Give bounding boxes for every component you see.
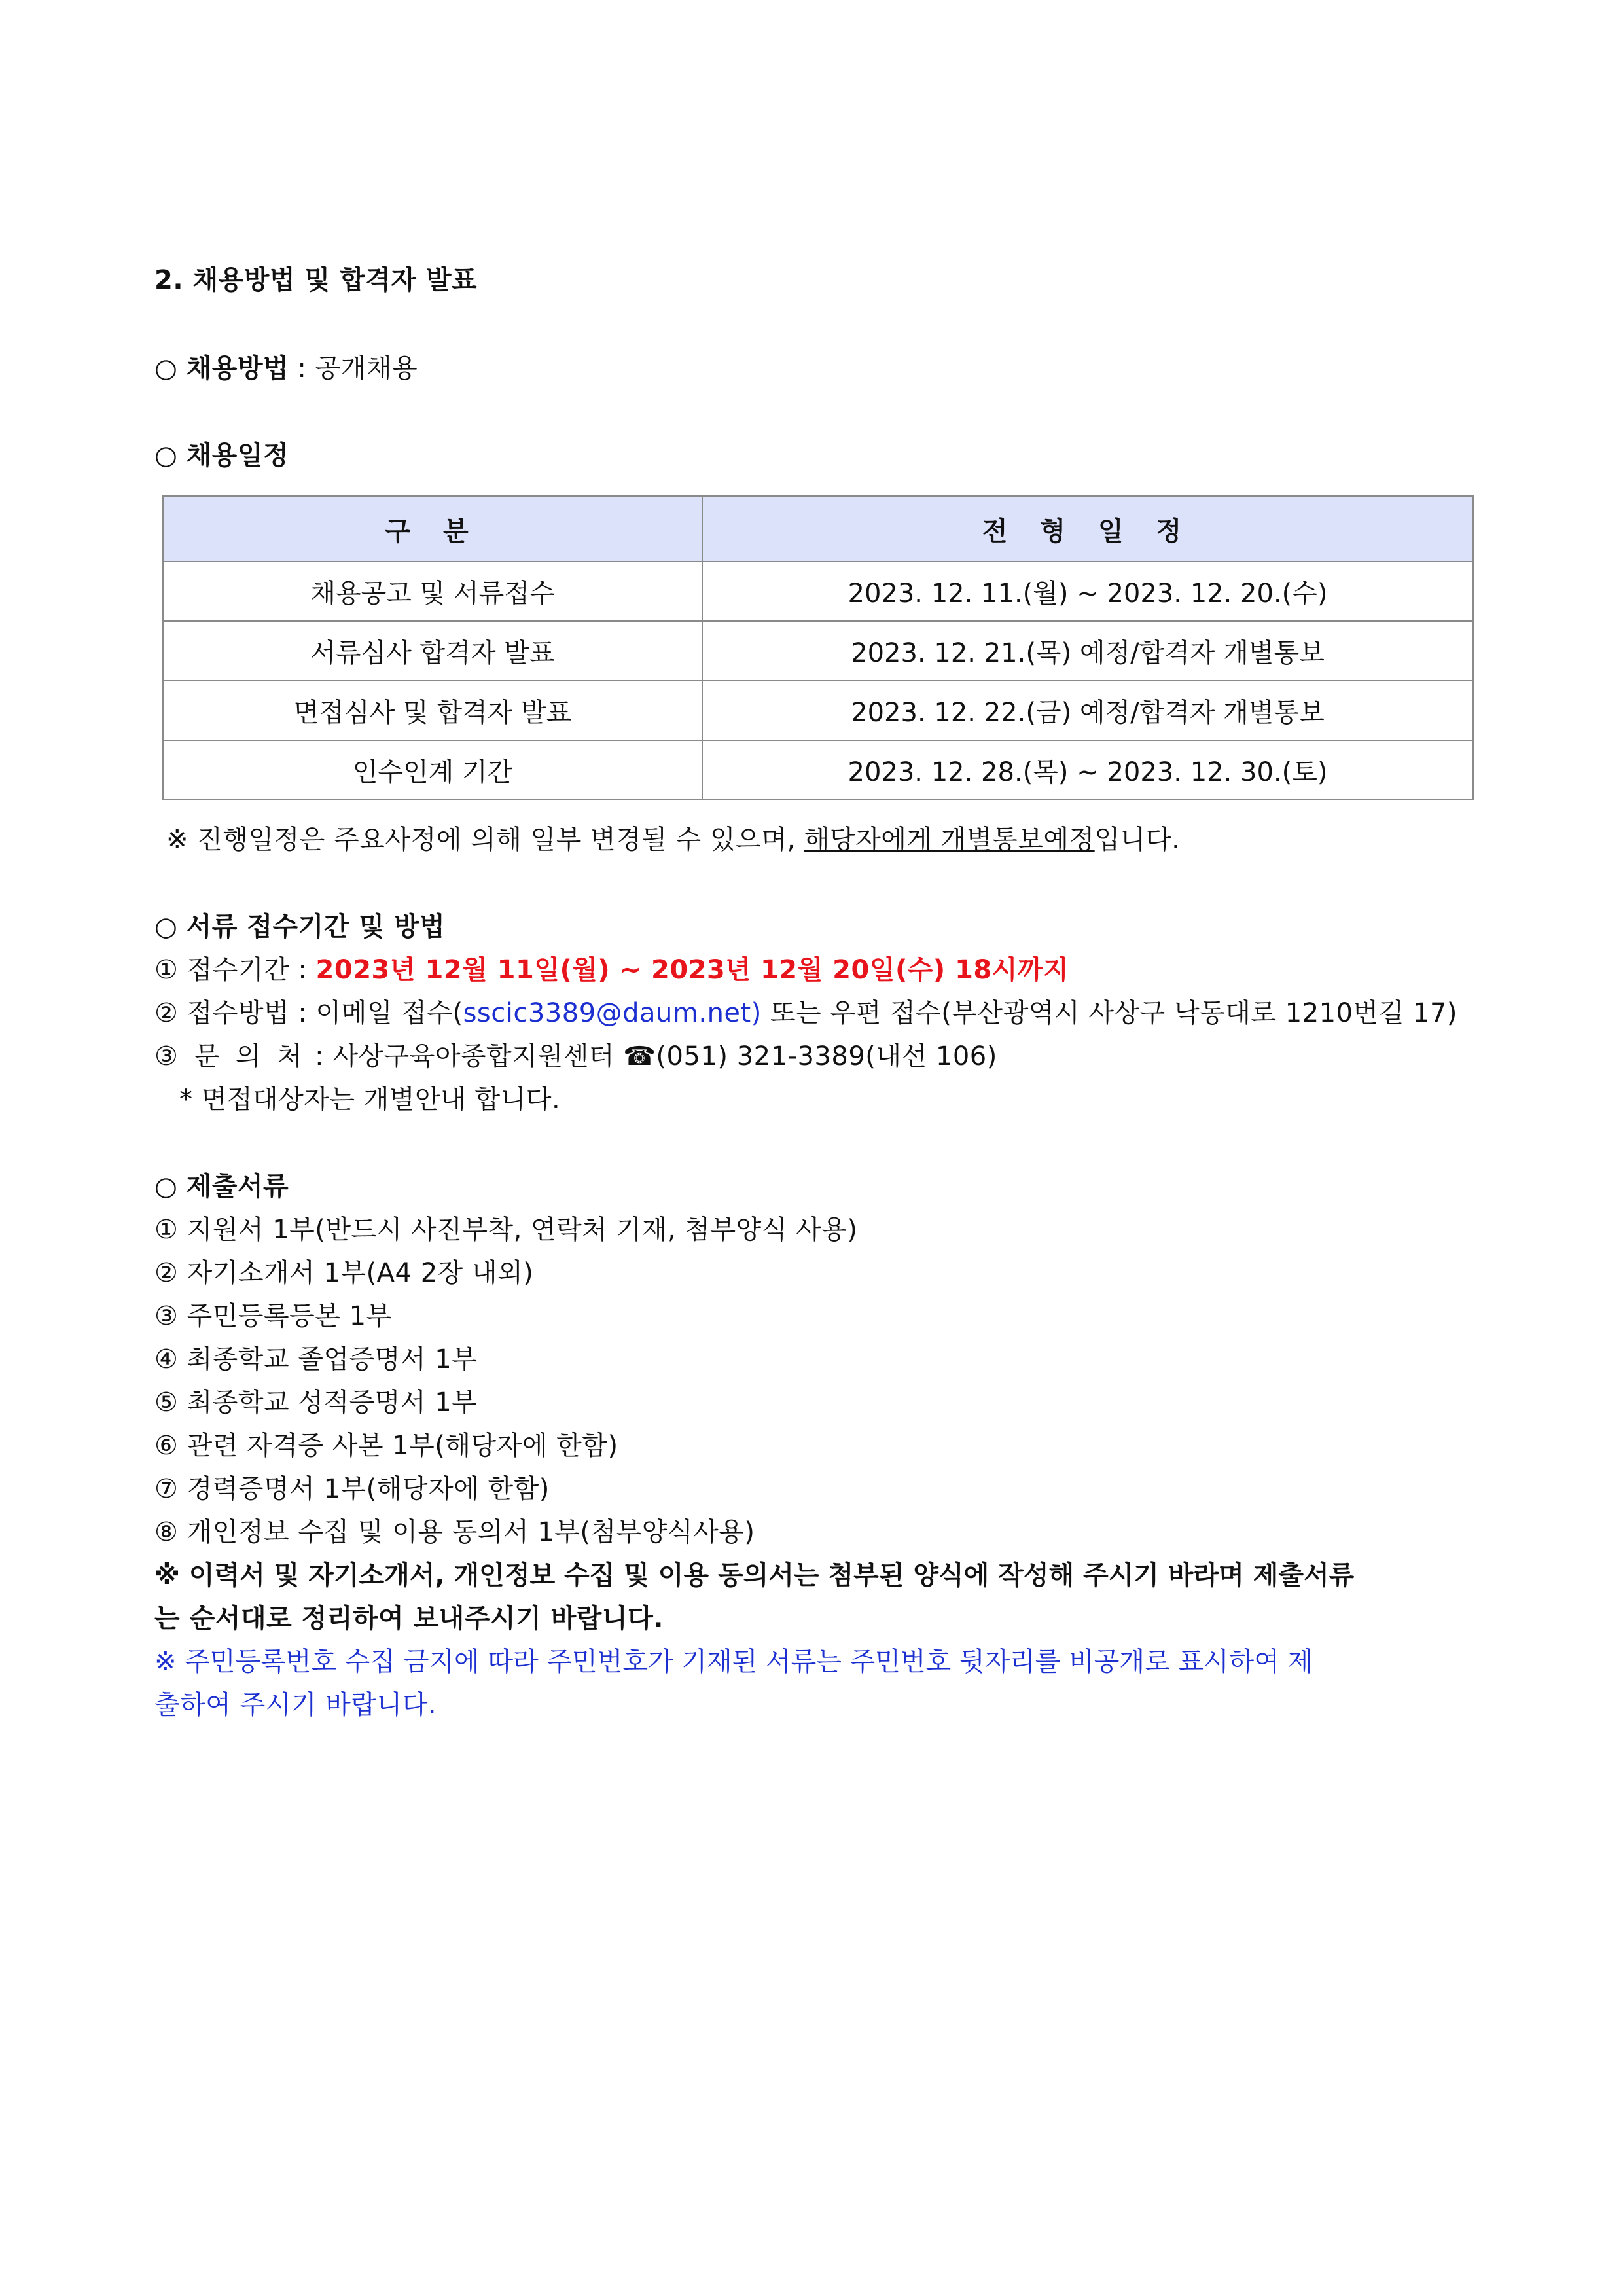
reception-method-line [154,994,1457,1033]
reception-period-prefix: ① 접수기간 : [154,955,316,985]
schedule-heading [154,436,289,475]
schedule-header-row [163,496,1473,562]
schedule-cell-date: 2023. 12. 21.(목) 예정/합격자 개별통보 [702,621,1473,681]
schedule-cell-date: 2023. 12. 11.(월) ~ 2023. 12. 20.(수) [702,562,1473,621]
schedule-note-underlined: 해당자에게 개별통보예정 [804,825,1095,855]
schedule-cell-category: 면접심사 및 합격자 발표 [163,681,702,740]
schedule-cell-category: 인수인계 기간 [163,740,702,800]
documents-heading [154,1167,289,1206]
method-value: 공개채용 [315,353,418,384]
reception-bullet: ○ [154,912,178,942]
list-item: ⑤ 최종학교 성적증명서 1부 [154,1388,478,1418]
reception-email-link[interactable]: sscic3389@daum.net) [463,998,762,1028]
reception-method-prefix: ② 접수방법 : 이메일 접수( [154,998,463,1028]
reception-contact-value: : 사상구육아종합지원센터 ☎(051) 321-3389(내선 106) [315,1041,997,1071]
list-item: ⑧ 개인정보 수집 및 이용 동의서 1부(첨부양식사용) [154,1517,755,1547]
table-row [163,740,1473,800]
table-row [163,621,1473,681]
list-item: ⑦ 경력증명서 1부(해당자에 한함) [154,1474,550,1504]
schedule-note-suffix: 입니다. [1094,825,1181,855]
documents-note-blue-2: 출하여 주시기 바랍니다. [154,1690,437,1720]
schedule-header-date: 전 형 일 정 [702,496,1473,562]
schedule-label: 채용일정 [186,440,289,471]
method-label: 채용방법 [186,353,289,384]
schedule-bullet: ○ [154,440,178,471]
schedule-note [166,820,1180,859]
reception-period-line [154,950,1069,990]
reception-period-value: 2023년 12월 11일(월) ~ 2023년 12월 20일(수) 18시까지 [315,955,1069,985]
section-title: 2. 채용방법 및 합격자 발표 [154,265,478,295]
schedule-cell-date: 2023. 12. 22.(금) 예정/합격자 개별통보 [702,681,1473,740]
interview-note: * 면접대상자는 개별안내 합니다. [179,1085,561,1115]
list-item: ④ 최종학교 졸업증명서 1부 [154,1344,478,1374]
documents-note-blue-1: ※ 주민등록번호 수집 금지에 따라 주민번호가 기재된 서류는 주민번호 뒷자리를 비공개로 표시하여 제 [154,1647,1313,1677]
schedule-cell-date: 2023. 12. 28.(목) ~ 2023. 12. 30.(토) [702,740,1473,800]
schedule-note-prefix: ※ 진행일정은 주요사정에 의해 일부 변경될 수 있으며, [166,825,804,855]
table-row [163,681,1473,740]
list-item: ⑥ 관련 자격증 사본 1부(해당자에 한함) [154,1431,618,1461]
list-item: ② 자기소개서 1부(A4 2장 내외) [154,1258,534,1288]
documents-label: 제출서류 [186,1172,289,1202]
reception-method-suffix: 또는 우편 접수(부산광역시 사상구 낙동대로 1210번길 17) [761,998,1458,1028]
reception-heading [154,907,445,946]
method-bullet: ○ [154,353,178,384]
schedule-table [162,495,1474,800]
table-row [163,562,1473,621]
schedule-header-category: 구 분 [163,496,702,562]
reception-contact-label: ③ 문 의 처 [154,1041,306,1071]
documents-note-bold-1: ※ 이력서 및 자기소개서, 개인정보 수집 및 이용 동의서는 첨부된 양식에 작성해 주시기 바라며 제출서류 [154,1560,1355,1590]
schedule-cell-category: 채용공고 및 서류접수 [163,562,702,621]
documents-note-bold-2: 는 순서대로 정리하여 보내주시기 바랍니다. [154,1604,664,1634]
recruit-method-line [154,349,418,388]
list-item: ③ 주민등록등본 1부 [154,1301,392,1331]
list-item: ① 지원서 1부(반드시 사진부착, 연락처 기재, 첨부양식 사용) [154,1215,858,1245]
reception-contact-line [154,1037,997,1076]
reception-label: 서류 접수기간 및 방법 [186,912,446,942]
schedule-cell-category: 서류심사 합격자 발표 [163,621,702,681]
documents-bullet: ○ [154,1172,178,1202]
method-sep: : [297,353,307,384]
